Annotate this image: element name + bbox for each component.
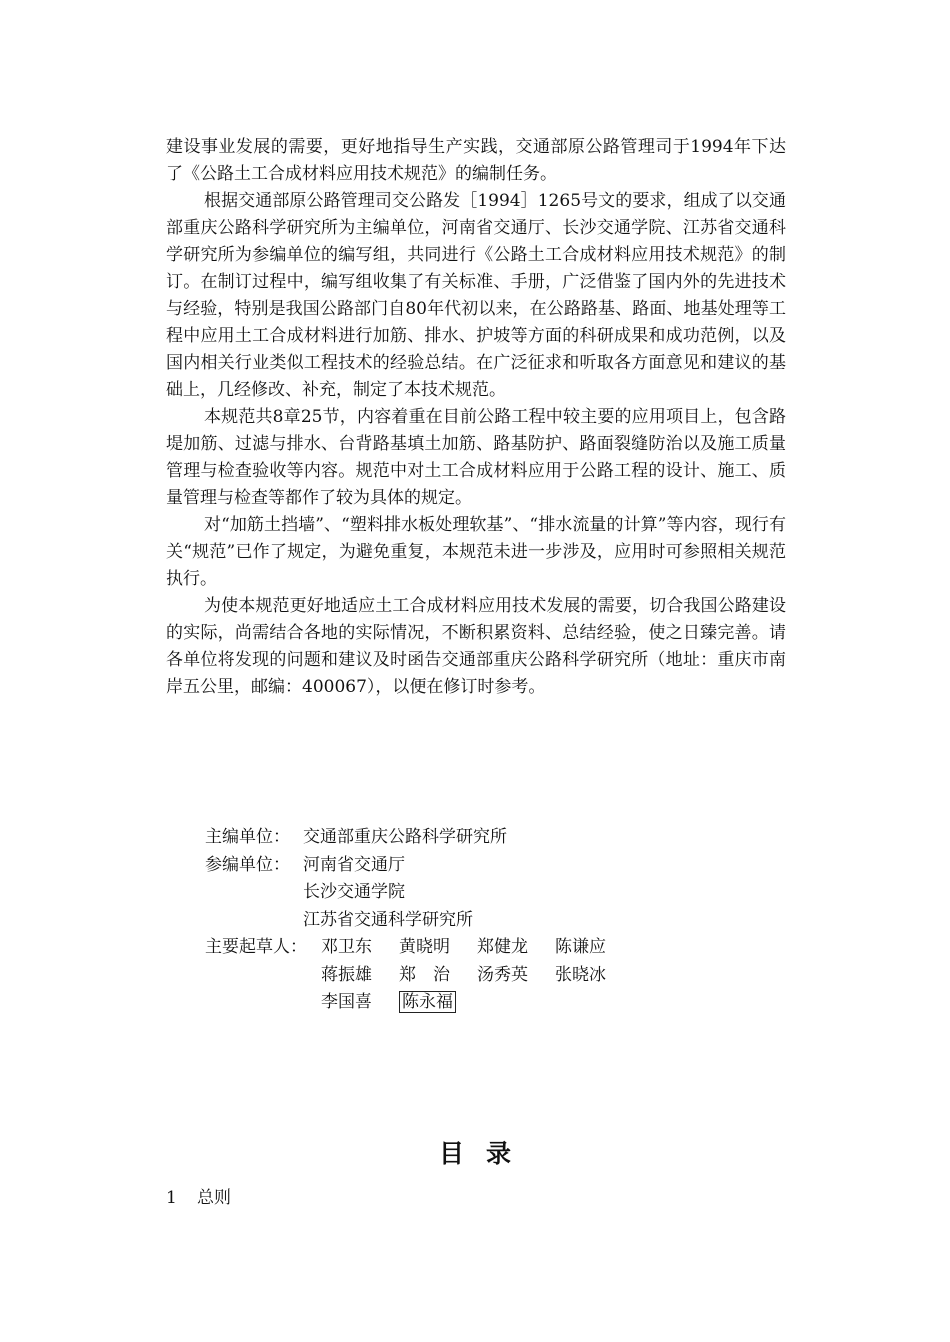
drafter-name: 郑健龙 xyxy=(477,937,528,957)
chief-unit-label: 主编单位： xyxy=(205,827,290,847)
toc-title: 目录 xyxy=(438,1139,533,1168)
paragraph-4: 对“加筋土挡墙”、“塑料排水板处理软基”、“排水流量的计算”等内容，现行有关“规范”已作了规定，为避免重复，本规范未进一步涉及，应用时可参照相关规范执行。 xyxy=(166,515,786,589)
drafters-row xyxy=(205,934,765,962)
toc-item-number: 1 xyxy=(166,1188,177,1208)
toc-item-title: 总则 xyxy=(197,1188,231,1208)
chief-unit-name: 交通部重庆公路科学研究所 xyxy=(303,827,507,847)
document-body xyxy=(166,134,786,701)
paragraph-2: 根据交通部原公路管理司交公路发［1994］1265号文的要求，组成了以交通部重庆公路科学研究所为主编单位，河南省交通厅、长沙交通学院、江苏省交通科学研究所为参编单位的编写组，共同进行《公路土工合成材料应用技术规范》的制订。在制订过程中，编写组收集了有关标准、手册，广泛借鉴了国内外的先进技术与经验，特别是我国公路部门自80年代初以来，在公路路基、路面、地基处理等工程中应用土工合成材料进行加筋、排水、护坡等方面的科研成果和成功范例，以及国内相关行业类似工程技术的经验总结。在广泛征求和听取各方面意见和建议的基础上，几经修改、补充，制定了本技术规范。 xyxy=(166,191,786,400)
drafter-name: 邓卫东 xyxy=(321,937,372,957)
drafters-label: 主要起草人： xyxy=(205,937,307,957)
paragraph-1: 建设事业发展的需要，更好地指导生产实践，交通部原公路管理司于1994年下达了《公路土工合成材料应用技术规范》的编制任务。 xyxy=(166,137,786,184)
chief-unit-row xyxy=(205,824,765,852)
drafter-name: 张晓冰 xyxy=(555,964,606,985)
drafter-name-boxed: 陈永福 xyxy=(399,991,456,1013)
toc-item[interactable] xyxy=(166,1183,231,1208)
paragraph-3: 本规范共8章25节，内容着重在目前公路工程中较主要的应用项目上，包含路堤加筋、过滤与排水、台背路基填土加筋、路基防护、路面裂缝防治以及施工质量管理与检查验收等内容。规范中对土工合成材料应用于公路工程的设计、施工、质量管理与检查等都作了较为具体的规定。 xyxy=(166,407,786,508)
co-unit-name: 河南省交通厅 xyxy=(303,854,405,875)
paragraph-5: 为使本规范更好地适应土工合成材料应用技术发展的需要，切合我国公路建设的实际，尚需结合各地的实际情况，不断积累资料、总结经验，使之日臻完善。请各单位将发现的问题和建议及时函告交通部重庆公路科学研究所（地址：重庆市南岸五公里，邮编：400067），以便在修订时参考。 xyxy=(166,596,786,697)
co-unit-label: 参编单位： xyxy=(205,854,290,875)
drafter-name: 陈谦应 xyxy=(555,937,606,957)
drafters-row xyxy=(205,989,765,1017)
co-unit-row xyxy=(205,879,765,907)
co-unit-row xyxy=(205,852,765,880)
drafter-name: 蒋振雄 xyxy=(321,964,372,985)
drafter-name: 黄晓明 xyxy=(399,937,450,957)
drafter-name: 李国喜 xyxy=(321,992,372,1012)
co-unit-name: 长沙交通学院 xyxy=(303,882,405,902)
co-unit-row xyxy=(205,907,765,935)
drafter-name: 汤秀英 xyxy=(477,964,528,985)
co-unit-name: 江苏省交通科学研究所 xyxy=(303,909,473,930)
drafter-name: 郑 治 xyxy=(399,964,450,985)
credits-block xyxy=(205,824,765,1017)
drafters-row xyxy=(205,962,765,990)
